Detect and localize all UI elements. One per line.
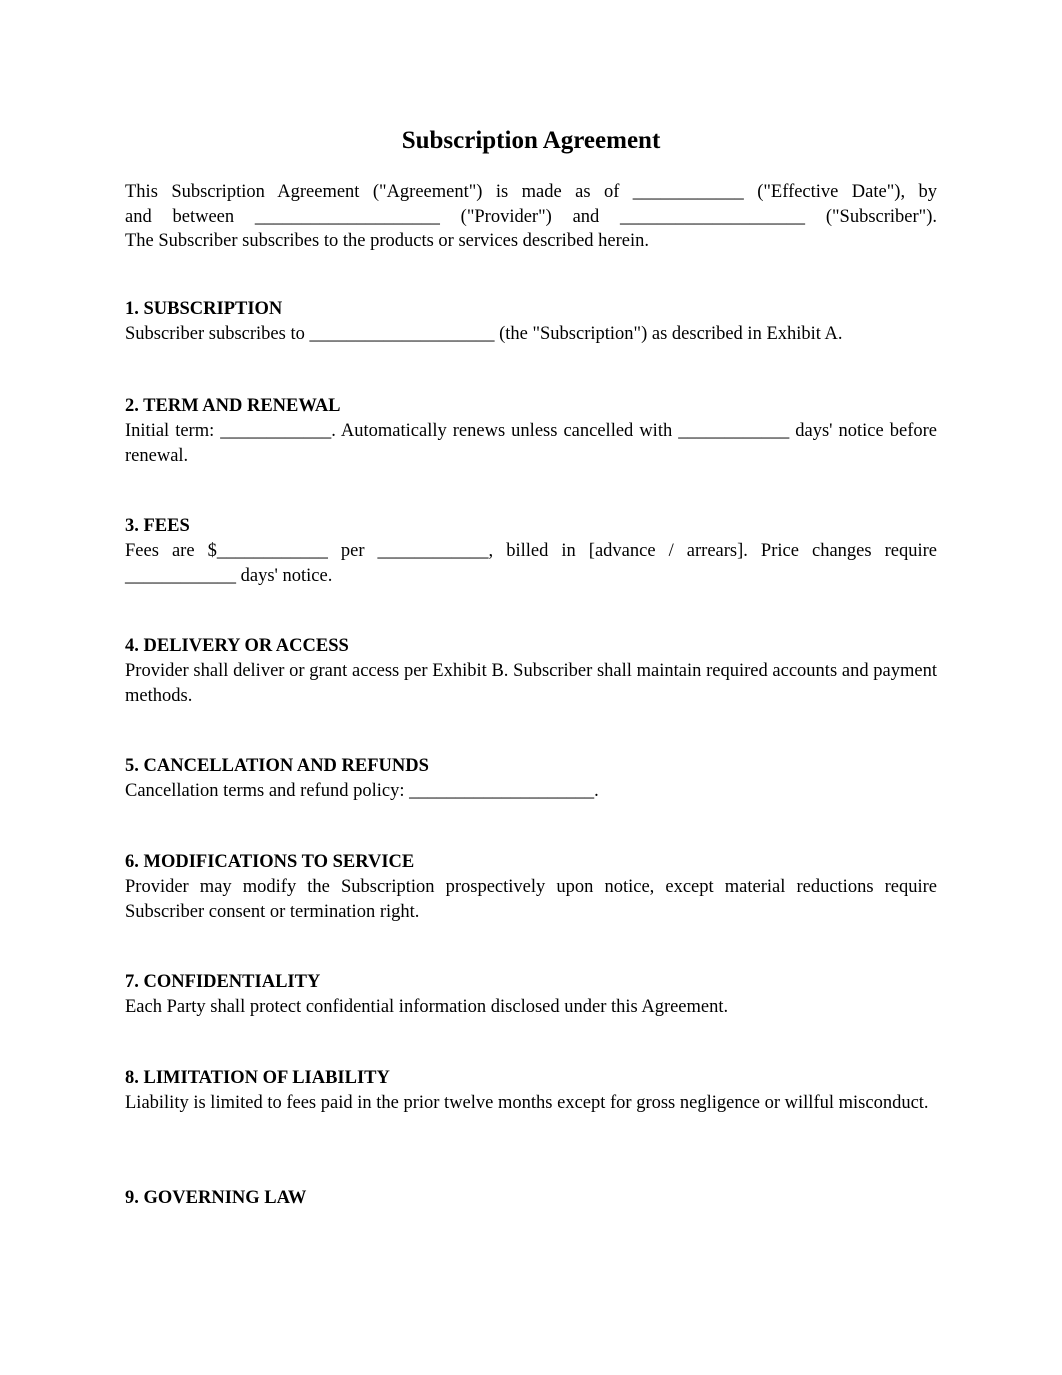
section-cancellation-and-refunds: [125, 753, 937, 804]
intro-line: The Subscriber subscribes to the products or services described herein.: [125, 231, 650, 251]
section-heading: 3. FEES: [125, 516, 190, 536]
section-heading: 9. GOVERNING LAW: [125, 1188, 307, 1208]
section-body: Fees are $____________ per ____________, billed in [advance / arrears]. Price changes require ____________ days' notice.: [125, 541, 937, 586]
section-term-and-renewal: [125, 393, 937, 468]
section-body: Liability is limited to fees paid in the prior twelve months except for gross negligence or willful misconduct.: [125, 1093, 929, 1113]
section-body: Each Party shall protect confidential information disclosed under this Agreement.: [125, 997, 729, 1017]
section-limitation-of-liability: [125, 1065, 937, 1116]
section-fees: [125, 513, 937, 588]
section-confidentiality: [125, 969, 937, 1020]
intro-paragraph: [125, 180, 937, 254]
section-heading: 4. DELIVERY OR ACCESS: [125, 636, 349, 656]
section-body: Subscriber subscribes to ____________________ (the "Subscription") as described in Exhibit A.: [125, 324, 843, 344]
section-body: Provider may modify the Subscription prospectively upon notice, except material reductions require Subscriber consent or termination right.: [125, 877, 937, 922]
section-body: Provider shall deliver or grant access per Exhibit B. Subscriber shall maintain required accounts and payment methods.: [125, 661, 937, 706]
section-heading: 8. LIMITATION OF LIABILITY: [125, 1068, 390, 1088]
section-delivery-or-access: [125, 633, 937, 708]
section-heading: 6. MODIFICATIONS TO SERVICE: [125, 852, 415, 872]
section-governing-law: [125, 1185, 937, 1211]
section-modifications-to-service: [125, 849, 937, 924]
section-body: Initial term: ____________. Automatically renews unless cancelled with ____________ days' notice before renewal.: [125, 421, 937, 466]
section-subscription: [125, 296, 937, 347]
section-body: Cancellation terms and refund policy: ____________________.: [125, 781, 599, 801]
section-heading: 5. CANCELLATION AND REFUNDS: [125, 756, 429, 776]
section-heading: 2. TERM AND RENEWAL: [125, 396, 341, 416]
section-heading: 7. CONFIDENTIALITY: [125, 972, 321, 992]
intro-line: and between ____________________ ("Provider") and ____________________ ("Subscriber").: [125, 206, 937, 227]
document-title: Subscription Agreement: [401, 127, 661, 154]
intro-line: This Subscription Agreement ("Agreement") is made as of ____________ ("Effective Date"), by: [125, 182, 937, 202]
section-heading: 1. SUBSCRIPTION: [125, 299, 283, 319]
